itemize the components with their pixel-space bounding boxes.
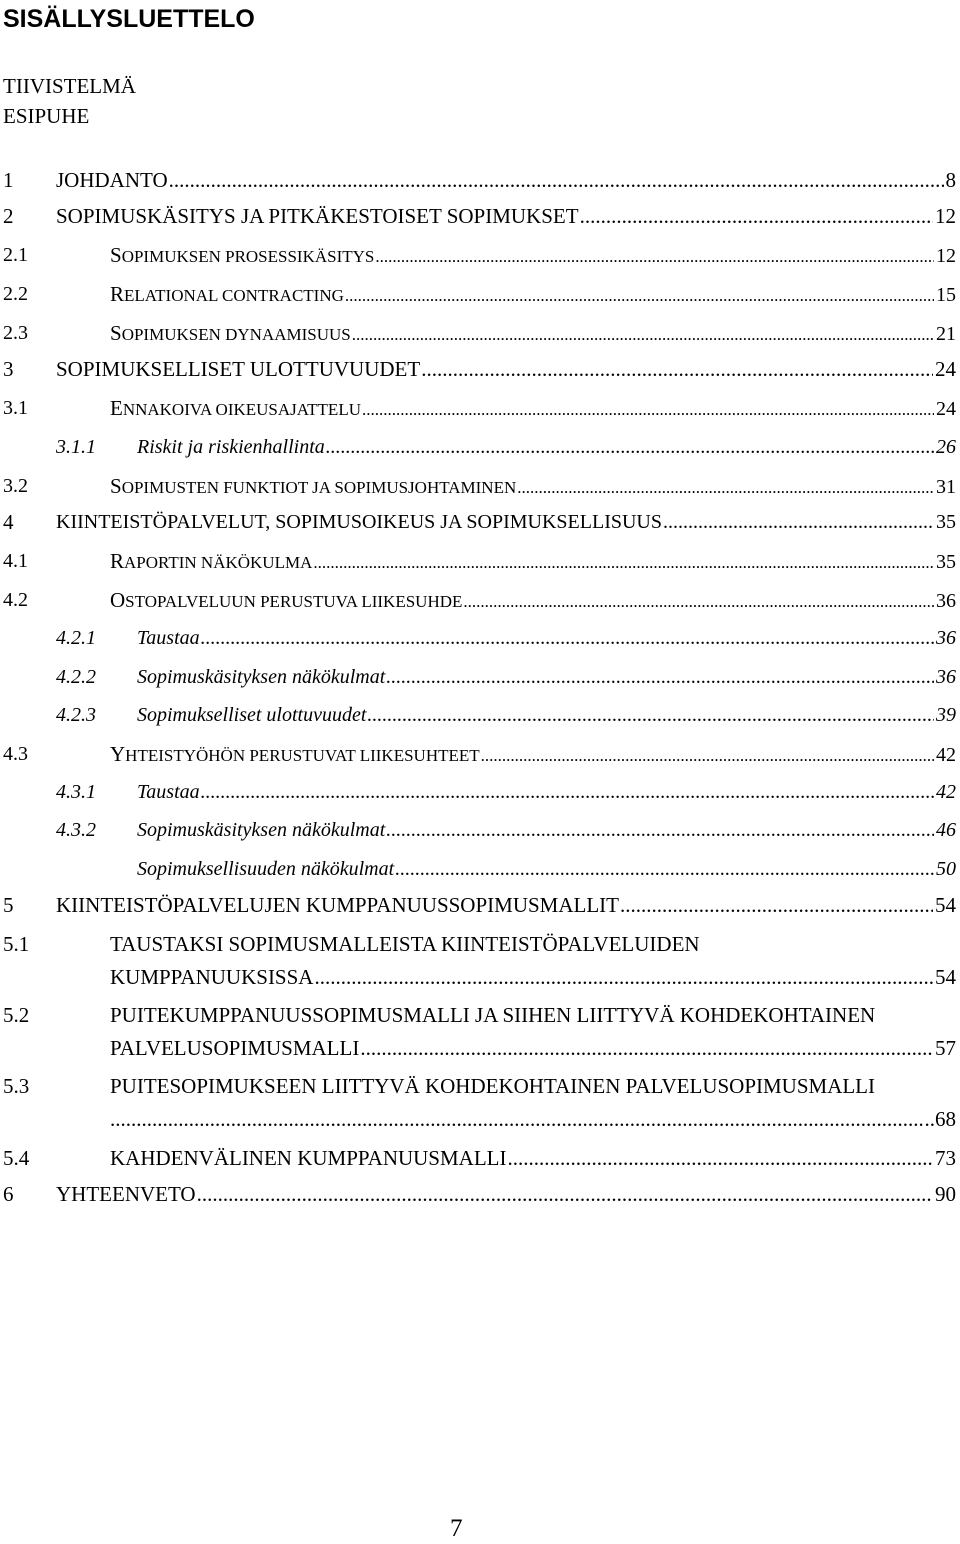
dot-leader — [110, 1104, 925, 1134]
dot-leader — [663, 507, 934, 537]
toc-entry-number: 1 — [3, 168, 14, 192]
toc-entry-number: 4.2.3 — [56, 704, 96, 726]
toc-entry-number: 5.4 — [3, 1146, 30, 1170]
toc-entry-title: KUMPPANUUKSISSA — [110, 965, 314, 989]
toc-entry[interactable] — [0, 393, 960, 423]
toc-entry-number: 3.2 — [3, 475, 28, 497]
toc-entry-page: 24 — [935, 357, 956, 381]
dot-leader — [375, 242, 934, 272]
dot-leader — [517, 473, 934, 503]
dot-leader — [395, 854, 934, 884]
toc-entry-number: 2 — [3, 204, 14, 228]
toc-entry-page: 35 — [936, 551, 956, 573]
toc-entry[interactable] — [0, 815, 960, 845]
toc-entry-number: 4.2 — [3, 589, 28, 611]
toc-entry[interactable] — [0, 1033, 960, 1063]
dot-leader — [326, 432, 934, 462]
toc-entry[interactable] — [0, 962, 960, 992]
toc-entry-title: KIINTEISTÖPALVELUT, SOPIMUSOIKEUS JA SOPIMUKSELLISUUS — [56, 511, 662, 533]
dot-leader — [421, 354, 933, 384]
toc-entry[interactable] — [0, 546, 960, 576]
toc-entry-title: Taustaa — [137, 627, 200, 649]
toc-entry-title: KAHDENVÄLINEN KUMPPANUUSMALLI — [110, 1146, 507, 1170]
dot-leader — [201, 777, 934, 807]
toc-entry[interactable] — [0, 354, 960, 384]
dot-leader — [386, 662, 934, 692]
toc-entry[interactable] — [0, 623, 960, 653]
toc-entry[interactable] — [0, 240, 960, 270]
toc-entry-number: 6 — [3, 1182, 14, 1206]
toc-entry-title: SOPIMUSTEN FUNKTIOT JA SOPIMUSJOHTAMINEN — [110, 474, 517, 498]
toc-entry[interactable] — [0, 507, 960, 537]
toc-entry-title: Sopimukselliset ulottuvuudet — [137, 704, 367, 726]
toc-entry-number: 3.1 — [3, 397, 28, 419]
dot-leader — [314, 962, 933, 992]
toc-entry-title: JOHDANTO — [56, 168, 168, 192]
toc-entry-page: 24 — [936, 398, 956, 420]
dot-leader — [345, 281, 934, 311]
toc-entry-number: 5.1 — [3, 932, 30, 956]
toc-entry-number: 4.3 — [3, 743, 28, 765]
toc-entry-number: 3.1.1 — [56, 436, 96, 458]
toc-entry-page: 21 — [936, 323, 956, 345]
toc-entry[interactable] — [0, 890, 960, 920]
toc-entry-number: 5.2 — [3, 1003, 30, 1027]
toc-entry-page: 50 — [936, 858, 956, 880]
dot-leader — [386, 815, 934, 845]
page-title: SISÄLLYSLUETTELO — [3, 5, 255, 33]
toc-entry[interactable] — [0, 662, 960, 692]
toc-entry-page: 42 — [936, 744, 956, 766]
toc-entry-title: OSTOPALVELUUN PERUSTUVA LIIKESUHDE — [110, 588, 463, 612]
toc-entry-number: 4.2.1 — [56, 627, 96, 649]
toc-entry-number: 5 — [3, 893, 14, 917]
toc-entry-number: 2.3 — [3, 322, 28, 344]
toc-entry-page: 26 — [936, 436, 956, 458]
dot-leader — [169, 165, 944, 195]
dot-leader — [201, 623, 934, 653]
toc-entry[interactable] — [0, 165, 960, 195]
toc-entry[interactable] — [0, 279, 960, 309]
toc-entry-page: 73 — [935, 1146, 956, 1170]
toc-entry-number: 3 — [3, 357, 14, 381]
dot-leader — [620, 890, 933, 920]
toc-entry-number: 4.2.2 — [56, 666, 96, 688]
toc-entry-page: 54 — [935, 965, 956, 989]
toc-entry-page: 42 — [936, 781, 956, 803]
toc-entry-page: 35 — [936, 511, 956, 533]
dot-leader — [197, 1179, 933, 1209]
toc-entry-title: RELATIONAL CONTRACTING — [110, 282, 344, 306]
toc-entry[interactable] — [0, 201, 960, 231]
toc-entry-title: ENNAKOIVA OIKEUSAJATTELU — [110, 396, 361, 420]
front-matter-preface[interactable]: ESIPUHE — [3, 104, 90, 128]
toc-entry-page: 12 — [936, 245, 956, 267]
toc-entry[interactable] — [0, 432, 960, 462]
toc-entry-title: Taustaa — [137, 781, 200, 803]
toc-entry[interactable] — [0, 1104, 960, 1134]
toc-entry-title: PALVELUSOPIMUSMALLI — [110, 1036, 360, 1060]
dot-leader — [481, 741, 934, 771]
toc-entry-number: 4.3.2 — [56, 819, 96, 841]
toc-entry-number: 5.3 — [3, 1074, 30, 1098]
page-number: 7 — [450, 1515, 463, 1542]
dot-leader — [360, 1033, 933, 1063]
toc-entry-page: 36 — [936, 590, 956, 612]
dot-leader — [580, 201, 933, 231]
dot-leader — [507, 1143, 933, 1173]
toc-entry[interactable] — [0, 739, 960, 769]
toc-entry-title-line[interactable]: PUITESOPIMUKSEEN LIITTYVÄ KOHDEKOHTAINEN PALVELUSOPIMUSMALLI — [110, 1074, 876, 1098]
toc-entry-number: 4.3.1 — [56, 781, 96, 803]
toc-entry-number: 4 — [3, 510, 14, 534]
toc-entry-title: Sopimuskäsityksen näkökulmat — [137, 666, 386, 688]
dot-leader — [367, 700, 934, 730]
toc-entry-title: SOPIMUKSELLISET ULOTTUVUUDET — [56, 357, 421, 381]
front-matter-abstract[interactable]: TIIVISTELMÄ — [3, 74, 136, 98]
toc-entry-title: Sopimuskäsityksen näkökulmat — [137, 819, 386, 841]
dot-leader — [352, 320, 934, 350]
toc-entry-title: SOPIMUSKÄSITYS JA PITKÄKESTOISET SOPIMUKSET — [56, 204, 579, 228]
toc-entry-number: 4.1 — [3, 550, 28, 572]
toc-entry[interactable] — [0, 777, 960, 807]
toc-entry-page: 8 — [945, 168, 956, 192]
toc-entry-title: YHTEISTYÖHÖN PERUSTUVAT LIIKESUHTEET — [110, 742, 480, 766]
toc-entry-page: ..68 — [924, 1107, 956, 1131]
toc-entry-number: 2.2 — [3, 283, 28, 305]
toc-entry[interactable] — [0, 700, 960, 730]
toc-entry-page: 36 — [936, 666, 956, 688]
toc-entry[interactable] — [0, 1143, 960, 1173]
toc-entry-title-line[interactable]: PUITEKUMPPANUUSSOPIMUSMALLI JA SIIHEN LIITTYVÄ KOHDEKOHTAINEN — [110, 1003, 876, 1027]
dot-leader — [463, 587, 934, 617]
toc-entry[interactable] — [0, 471, 960, 501]
toc-entry-page: 36 — [936, 627, 956, 649]
toc-entry-title: KIINTEISTÖPALVELUJEN KUMPPANUUSSOPIMUSMALLIT — [56, 893, 619, 917]
toc-entry[interactable] — [0, 585, 960, 615]
toc-entry-page: 31 — [936, 476, 956, 498]
toc-entry-page: 12 — [935, 204, 956, 228]
toc-entry[interactable] — [0, 318, 960, 348]
toc-entry-title: SOPIMUKSEN PROSESSIKÄSITYS — [110, 243, 375, 267]
toc-entry-title: SOPIMUKSEN DYNAAMISUUS — [110, 321, 351, 345]
toc-entry-page: 90 — [935, 1182, 956, 1206]
dot-leader — [362, 395, 934, 425]
toc-entry[interactable] — [0, 1179, 960, 1209]
toc-entry-page: 39 — [936, 704, 956, 726]
toc-entry-title: Riskit ja riskienhallinta — [137, 436, 325, 458]
toc-entry-title: Sopimuksellisuuden näkökulmat — [137, 858, 395, 880]
toc-entry-page: 57 — [935, 1036, 956, 1060]
dot-leader — [313, 548, 934, 578]
toc-entry-number: 2.1 — [3, 244, 28, 266]
toc-entry-title: YHTEENVETO — [56, 1182, 196, 1206]
toc-entry-page: 54 — [935, 893, 956, 917]
toc-entry-title-line[interactable]: TAUSTAKSI SOPIMUSMALLEISTA KIINTEISTÖPALVELUIDEN — [110, 932, 700, 956]
toc-entry-title: RAPORTIN NÄKÖKULMA — [110, 549, 313, 573]
toc-entry[interactable] — [0, 854, 960, 884]
toc-entry-page: 46 — [936, 819, 956, 841]
toc-entry-page: 15 — [936, 284, 956, 306]
